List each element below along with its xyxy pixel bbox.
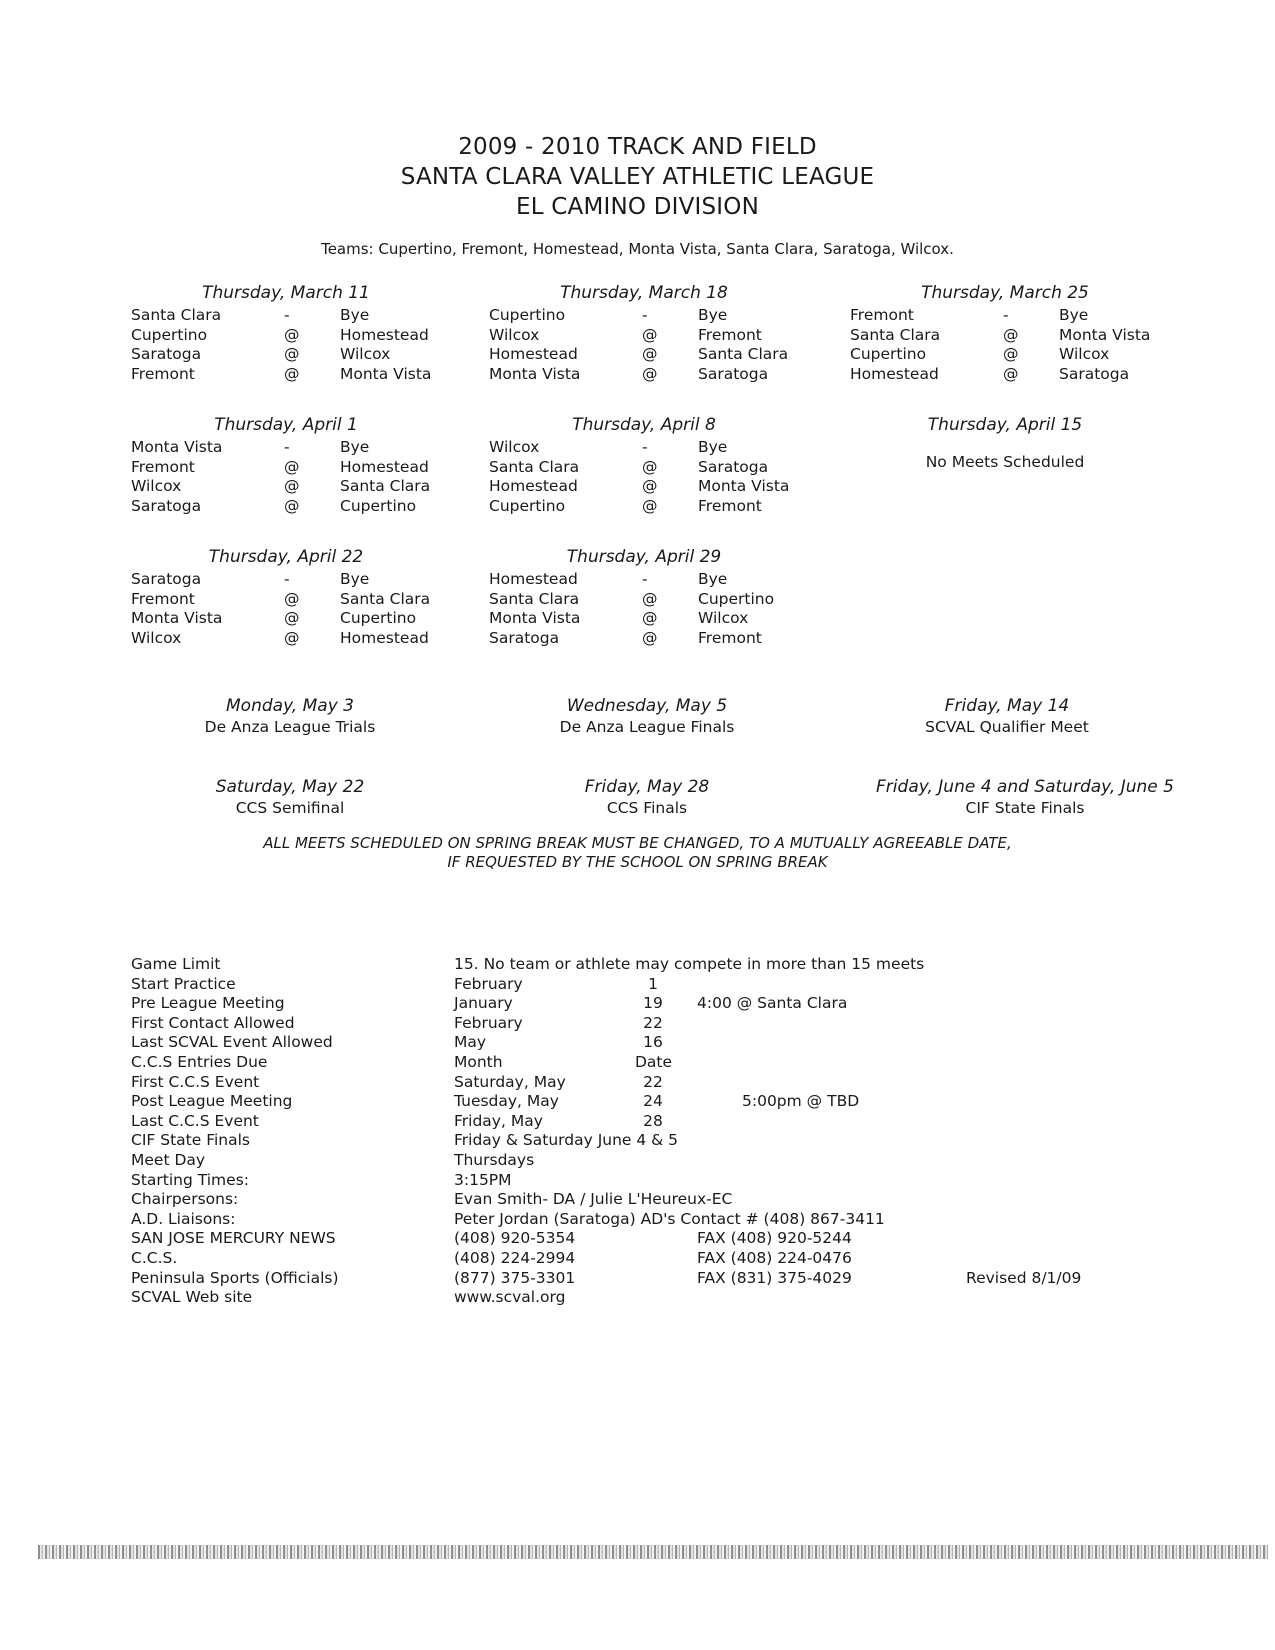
match-symbol: @: [284, 364, 300, 383]
revised-date: Revised 8/1/09: [966, 1268, 1082, 1287]
match-symbol: -: [284, 570, 290, 588]
week-note: No Meets Scheduled: [925, 453, 1085, 471]
home-team: Homestead: [489, 477, 578, 495]
week-date: Thursday, April 29: [566, 547, 722, 567]
info-note: 4:00 @ Santa Clara: [697, 994, 848, 1013]
home-team: Fremont: [850, 306, 914, 324]
info-value: February: [454, 1013, 523, 1032]
event-date: Monday, May 3: [226, 696, 354, 716]
info-label: Post League Meeting: [131, 1092, 293, 1111]
info-row: [131, 1268, 1231, 1288]
away-team: Bye: [698, 306, 728, 324]
match-row: [489, 569, 809, 589]
division-name: EL CAMINO DIVISION: [516, 194, 759, 220]
home-team: Saratoga: [131, 496, 202, 515]
info-row: [131, 1032, 1231, 1052]
match-row: [131, 476, 451, 496]
home-team: Fremont: [131, 589, 195, 608]
away-team: Bye: [698, 438, 728, 456]
away-team: Cupertino: [340, 609, 417, 627]
home-team: Wilcox: [489, 325, 540, 344]
home-team: Santa Clara: [489, 457, 580, 476]
match-symbol: @: [1003, 345, 1019, 363]
info-number: 24: [643, 1092, 663, 1111]
home-team: Homestead: [489, 570, 578, 588]
info-value: Saturday, May: [454, 1072, 566, 1091]
match-row: [131, 496, 451, 516]
event-name: SCVAL Qualifier Meet: [925, 718, 1089, 736]
match-row: [131, 589, 451, 609]
match-row: [489, 364, 809, 384]
info-value: Friday & Saturday June 4 & 5: [454, 1131, 679, 1150]
week-date: Thursday, April 15: [927, 415, 1083, 435]
week-date: Thursday, March 11: [202, 283, 370, 303]
info-value: 15. No team or athlete may compete in more than 15 meets: [454, 955, 925, 973]
info-label: First Contact Allowed: [131, 1013, 295, 1032]
match-symbol: @: [642, 325, 658, 344]
teams-list: Teams: Cupertino, Fremont, Homestead, Monta Vista, Santa Clara, Saratoga, Wilcox.: [321, 240, 954, 258]
away-team: Homestead: [340, 457, 429, 476]
event-date: Friday, June 4 and Saturday, June 5: [876, 777, 1174, 797]
match-symbol: @: [1003, 364, 1019, 383]
match-symbol: @: [284, 496, 300, 515]
info-label: C.C.S.: [131, 1249, 178, 1267]
event-name: CIF State Finals: [965, 799, 1085, 817]
match-row: [489, 437, 809, 457]
match-symbol: @: [284, 345, 300, 363]
info-row: [131, 1287, 1231, 1307]
info-row: [131, 1228, 1231, 1248]
info-value: Tuesday, May: [454, 1092, 559, 1111]
week-date: Thursday, March 18: [560, 283, 728, 303]
info-label: SAN JOSE MERCURY NEWS: [131, 1229, 336, 1248]
match-symbol: @: [284, 457, 300, 476]
away-team: Bye: [1059, 306, 1089, 324]
info-value: (408) 224-2994: [454, 1249, 576, 1267]
match-row: [489, 344, 809, 364]
home-team: Cupertino: [489, 306, 566, 324]
match-symbol: @: [284, 609, 300, 627]
info-value: February: [454, 974, 523, 993]
home-team: Fremont: [131, 364, 195, 383]
home-team: Monta Vista: [131, 438, 223, 456]
week-date: Thursday, April 22: [208, 547, 364, 567]
info-number: 28: [643, 1111, 663, 1130]
info-value: (877) 375-3301: [454, 1268, 576, 1287]
home-team: Santa Clara: [131, 306, 222, 324]
info-value: May: [454, 1033, 487, 1052]
away-team: Bye: [340, 438, 370, 456]
away-team: Bye: [698, 570, 728, 588]
info-row: [131, 954, 1231, 974]
away-team: Monta Vista: [698, 477, 790, 495]
away-team: Fremont: [698, 325, 762, 344]
home-team: Monta Vista: [131, 609, 223, 627]
info-label: Game Limit: [131, 955, 221, 973]
info-fax: FAX (408) 920-5244: [697, 1229, 852, 1248]
info-value: (408) 920-5354: [454, 1229, 576, 1248]
match-row: [489, 496, 809, 516]
match-row: [489, 305, 809, 325]
away-team: Santa Clara: [698, 345, 789, 363]
match-row: [131, 305, 451, 325]
event-name: De Anza League Trials: [204, 718, 376, 736]
info-note: 5:00pm @ TBD: [742, 1092, 860, 1111]
info-row: [131, 1209, 1231, 1229]
info-label: Peninsula Sports (Officials): [131, 1268, 339, 1287]
match-symbol: -: [1003, 306, 1009, 324]
info-value: Evan Smith- DA / Julie L'Heureux-EC: [454, 1190, 733, 1209]
match-row: [131, 569, 451, 589]
home-team: Fremont: [131, 457, 195, 476]
match-symbol: @: [642, 364, 658, 383]
info-value: Month: [454, 1053, 503, 1071]
match-symbol: @: [642, 589, 658, 608]
match-row: [489, 457, 809, 477]
home-team: Saratoga: [489, 628, 560, 647]
week-date: Thursday, April 8: [572, 415, 716, 435]
match-row: [131, 608, 451, 628]
info-label: SCVAL Web site: [131, 1288, 253, 1307]
spring-break-notice-line-2: IF REQUESTED BY THE SCHOOL ON SPRING BREAK: [447, 853, 828, 871]
info-row: [131, 1072, 1231, 1092]
away-team: Saratoga: [698, 364, 769, 383]
away-team: Bye: [340, 570, 370, 588]
week-date: Thursday, April 1: [214, 415, 358, 435]
match-symbol: @: [642, 496, 658, 515]
info-row: [131, 1189, 1231, 1209]
spring-break-notice-line-1: ALL MEETS SCHEDULED ON SPRING BREAK MUST BE CHANGED, TO A MUTUALLY AGREEABLE DATE,: [263, 834, 1012, 852]
info-label: First C.C.S Event: [131, 1072, 260, 1091]
info-row: [131, 1111, 1231, 1131]
event-name: CCS Finals: [606, 799, 688, 817]
home-team: Wilcox: [131, 477, 182, 495]
home-team: Cupertino: [489, 496, 566, 515]
event-date: Saturday, May 22: [215, 777, 365, 797]
info-row: [131, 1130, 1231, 1150]
scan-edge-artifact: [38, 1545, 1268, 1559]
info-row: [131, 1052, 1231, 1072]
match-symbol: -: [284, 438, 290, 456]
away-team: Monta Vista: [1059, 325, 1151, 344]
info-fax: FAX (831) 375-4029: [697, 1268, 852, 1287]
home-team: Wilcox: [131, 628, 182, 647]
match-row: [131, 628, 451, 648]
away-team: Homestead: [340, 628, 429, 647]
event-date: Friday, May 28: [584, 777, 710, 797]
info-label: Chairpersons:: [131, 1190, 239, 1209]
info-label: Pre League Meeting: [131, 994, 285, 1013]
match-symbol: @: [642, 628, 658, 647]
home-team: Homestead: [850, 364, 939, 383]
away-team: Saratoga: [1059, 364, 1130, 383]
away-team: Cupertino: [698, 589, 775, 608]
match-symbol: -: [642, 570, 648, 588]
info-value: 3:15PM: [454, 1170, 512, 1189]
info-number: Date: [635, 1053, 673, 1071]
home-team: Santa Clara: [850, 325, 941, 344]
match-symbol: -: [642, 306, 648, 324]
match-row: [850, 305, 1170, 325]
match-symbol: @: [284, 628, 300, 647]
match-symbol: @: [284, 325, 300, 344]
info-number: 1: [648, 974, 658, 993]
match-symbol: @: [642, 345, 658, 363]
match-row: [489, 476, 809, 496]
match-row: [131, 457, 451, 477]
home-team: Cupertino: [850, 345, 927, 363]
info-row: [131, 1150, 1231, 1170]
away-team: Fremont: [698, 496, 762, 515]
info-label: CIF State Finals: [131, 1131, 250, 1150]
home-team: Monta Vista: [489, 609, 581, 627]
info-label: Starting Times:: [131, 1170, 249, 1189]
match-row: [131, 344, 451, 364]
match-row: [489, 325, 809, 345]
info-label: A.D. Liaisons:: [131, 1209, 236, 1228]
match-row: [489, 608, 809, 628]
home-team: Monta Vista: [489, 364, 581, 383]
home-team: Saratoga: [131, 570, 202, 588]
info-number: 22: [643, 1072, 663, 1091]
event-date: Friday, May 14: [944, 696, 1070, 716]
info-number: 16: [643, 1033, 663, 1052]
info-value: January: [454, 994, 513, 1013]
match-row: [489, 628, 809, 648]
home-team: Wilcox: [489, 438, 540, 456]
match-row: [850, 344, 1170, 364]
away-team: Bye: [340, 306, 370, 324]
home-team: Cupertino: [131, 325, 208, 344]
match-symbol: @: [642, 609, 658, 627]
info-row: [131, 1170, 1231, 1190]
away-team: Fremont: [698, 628, 762, 647]
away-team: Wilcox: [340, 345, 391, 363]
week-date: Thursday, March 25: [921, 283, 1089, 303]
match-symbol: @: [1003, 325, 1019, 344]
info-row: [131, 974, 1231, 994]
league-name: SANTA CLARA VALLEY ATHLETIC LEAGUE: [400, 164, 875, 190]
match-symbol: @: [284, 589, 300, 608]
away-team: Wilcox: [698, 609, 749, 627]
info-row: [131, 1248, 1231, 1268]
home-team: Saratoga: [131, 345, 202, 363]
info-row: [131, 993, 1231, 1013]
away-team: Saratoga: [698, 457, 769, 476]
away-team: Wilcox: [1059, 345, 1110, 363]
match-symbol: -: [284, 306, 290, 324]
info-value: Thursdays: [454, 1151, 535, 1169]
info-number: 19: [643, 994, 663, 1013]
match-symbol: @: [642, 477, 658, 495]
info-label: Start Practice: [131, 974, 236, 993]
away-team: Santa Clara: [340, 477, 431, 495]
info-row: [131, 1013, 1231, 1033]
doc-title: 2009 - 2010 TRACK AND FIELD: [458, 134, 817, 160]
away-team: Homestead: [340, 325, 429, 344]
match-row: [489, 589, 809, 609]
event-name: CCS Semifinal: [235, 799, 345, 817]
away-team: Santa Clara: [340, 589, 431, 608]
info-value: www.scval.org: [454, 1288, 566, 1307]
info-label: Last C.C.S Event: [131, 1111, 259, 1130]
event-date: Wednesday, May 5: [566, 696, 728, 716]
event-name: De Anza League Finals: [559, 718, 735, 736]
match-symbol: @: [642, 457, 658, 476]
match-row: [131, 364, 451, 384]
info-row: [131, 1091, 1231, 1111]
info-label: Last SCVAL Event Allowed: [131, 1033, 333, 1052]
info-fax: FAX (408) 224-0476: [697, 1249, 852, 1267]
away-team: Monta Vista: [340, 364, 432, 383]
match-symbol: -: [642, 438, 648, 456]
info-label: Meet Day: [131, 1151, 206, 1169]
match-row: [131, 325, 451, 345]
home-team: Homestead: [489, 345, 578, 363]
match-row: [850, 325, 1170, 345]
match-row: [131, 437, 451, 457]
info-label: C.C.S Entries Due: [131, 1053, 268, 1071]
match-row: [850, 364, 1170, 384]
away-team: Cupertino: [340, 496, 417, 515]
info-value: Peter Jordan (Saratoga) AD's Contact # (408) 867-3411: [454, 1209, 885, 1228]
match-symbol: @: [284, 477, 300, 495]
home-team: Santa Clara: [489, 589, 580, 608]
info-value: Friday, May: [454, 1111, 543, 1130]
info-number: 22: [643, 1013, 663, 1032]
